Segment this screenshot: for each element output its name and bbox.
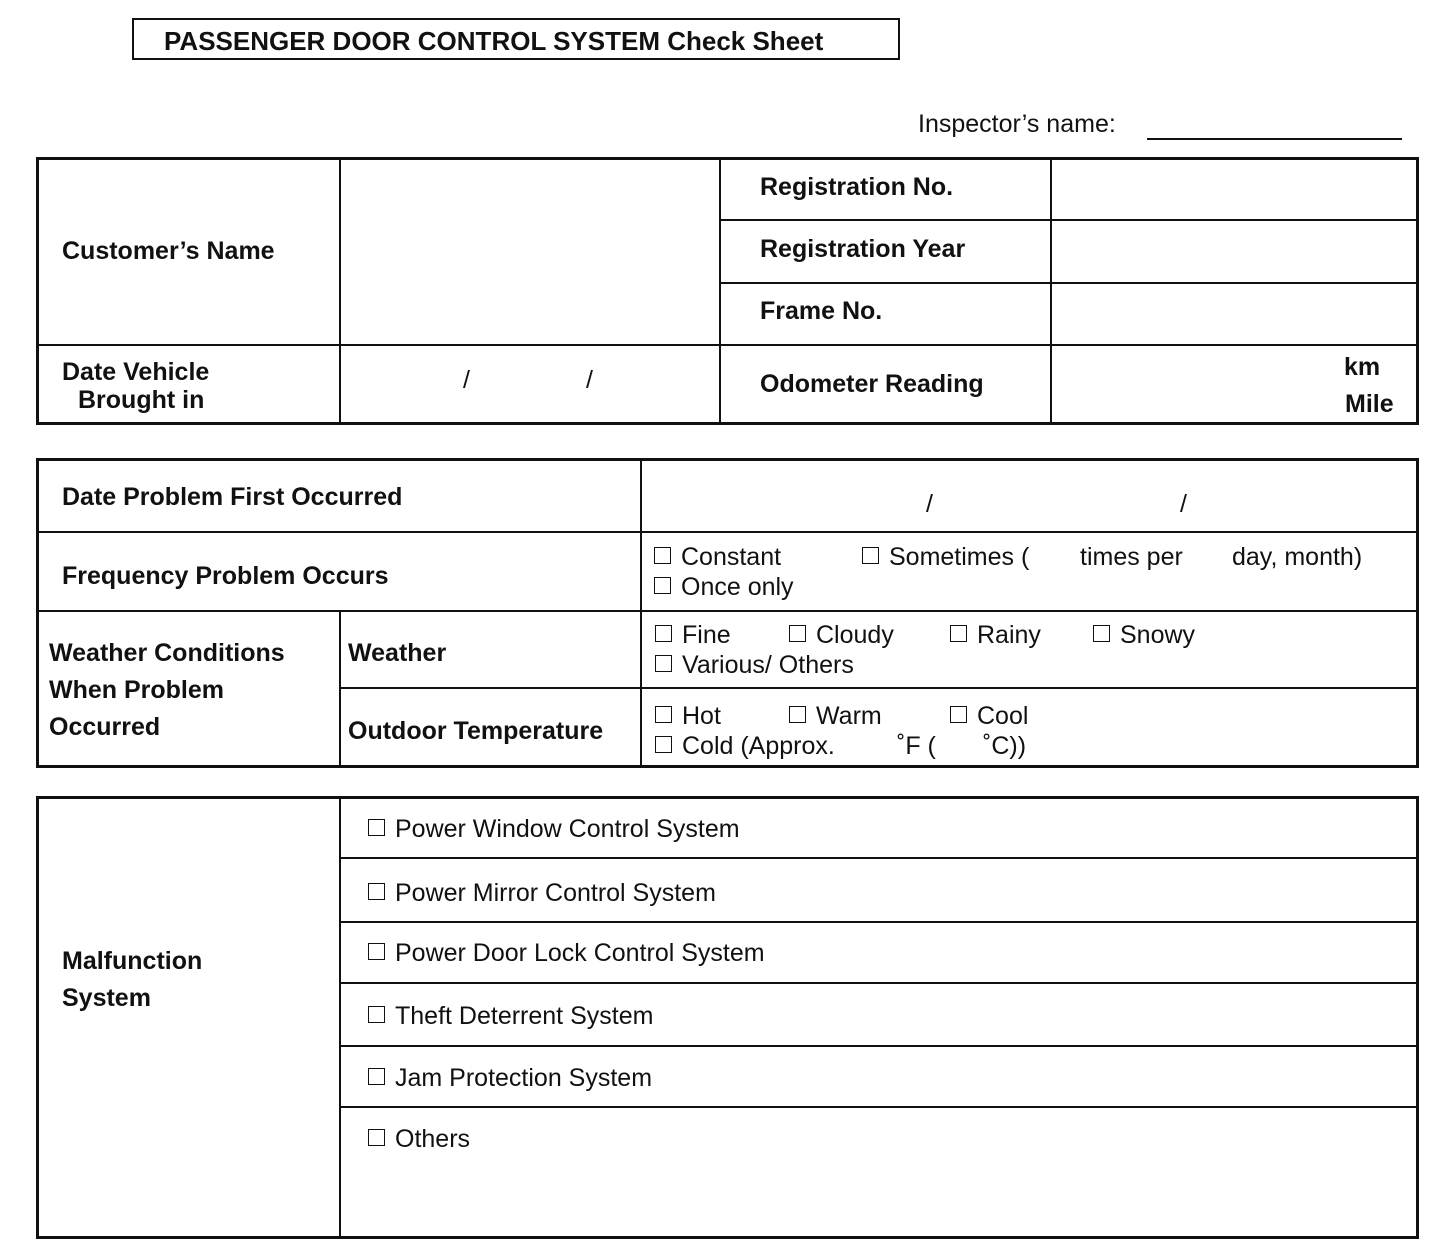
- temp-fahrenheit: ˚F (: [897, 732, 936, 760]
- frame-no-field[interactable]: [1056, 287, 1414, 341]
- weather-various-option[interactable]: Various/ Others: [655, 651, 854, 680]
- weather-conditions-label-line3: Occurred: [49, 713, 161, 741]
- checkbox-icon: [368, 1068, 385, 1085]
- temp-cool-option[interactable]: Cool: [950, 702, 1028, 731]
- date-slash-1: /: [463, 366, 470, 394]
- weather-label: Weather: [348, 639, 447, 667]
- registration-year-field[interactable]: [1056, 224, 1414, 278]
- malfunction-option-jam-protection[interactable]: Jam Protection System: [368, 1064, 652, 1093]
- temp-cold-option[interactable]: Cold (Approx.: [655, 732, 835, 761]
- checkbox-icon: [368, 819, 385, 836]
- checkbox-icon: [655, 625, 672, 642]
- date-first-slash-2: /: [1180, 490, 1187, 518]
- freq-day-month: day, month): [1232, 543, 1363, 571]
- checkbox-icon: [1093, 625, 1110, 642]
- weather-fine-option[interactable]: Fine: [655, 621, 731, 650]
- checkbox-icon: [950, 706, 967, 723]
- malfunction-option-power-window[interactable]: Power Window Control System: [368, 815, 740, 844]
- mile-option[interactable]: Mile: [1345, 390, 1394, 418]
- checkbox-icon: [655, 655, 672, 672]
- malfunction-label-line2: System: [62, 984, 151, 1012]
- date-brought-label-line2: Brought in: [78, 386, 205, 414]
- freq-constant-option[interactable]: Constant: [654, 543, 781, 572]
- inspector-label: Inspector’s name:: [918, 110, 1116, 138]
- checkbox-icon: [368, 1006, 385, 1023]
- weather-snowy-option[interactable]: Snowy: [1093, 621, 1195, 650]
- registration-no-field[interactable]: [1056, 162, 1414, 216]
- frequency-label: Frequency Problem Occurs: [62, 562, 389, 590]
- km-option[interactable]: km: [1344, 353, 1381, 381]
- malfunction-option-power-mirror[interactable]: Power Mirror Control System: [368, 879, 716, 908]
- customer-name-field[interactable]: [345, 162, 715, 340]
- weather-rainy-option[interactable]: Rainy: [950, 621, 1041, 650]
- temp-celsius: ˚C)): [983, 732, 1027, 760]
- date-first-slash-1: /: [926, 490, 933, 518]
- checkbox-icon: [655, 706, 672, 723]
- customer-name-label: Customer’s Name: [62, 237, 275, 265]
- checkbox-icon: [950, 625, 967, 642]
- checkbox-icon: [789, 706, 806, 723]
- freq-sometimes-option[interactable]: Sometimes (: [862, 543, 1029, 572]
- checkbox-icon: [654, 577, 671, 594]
- outdoor-temp-label: Outdoor Temperature: [348, 717, 604, 745]
- registration-no-label: Registration No.: [760, 173, 954, 201]
- date-first-field[interactable]: [646, 464, 1414, 528]
- date-slash-2: /: [586, 366, 593, 394]
- weather-conditions-label-line1: Weather Conditions: [49, 639, 285, 667]
- malfunction-label-line1: Malfunction: [62, 947, 203, 975]
- temp-warm-option[interactable]: Warm: [789, 702, 882, 731]
- inspector-name-field[interactable]: [1147, 138, 1402, 140]
- malfunction-option-door-lock[interactable]: Power Door Lock Control System: [368, 939, 765, 968]
- checkbox-icon: [862, 547, 879, 564]
- checkbox-icon: [368, 883, 385, 900]
- weather-conditions-label-line2: When Problem: [49, 676, 225, 704]
- weather-cloudy-option[interactable]: Cloudy: [789, 621, 894, 650]
- freq-once-option[interactable]: Once only: [654, 573, 794, 602]
- checkbox-icon: [789, 625, 806, 642]
- malfunction-option-theft-deterrent[interactable]: Theft Deterrent System: [368, 1002, 653, 1031]
- checkbox-icon: [654, 547, 671, 564]
- checkbox-icon: [368, 1129, 385, 1146]
- malfunction-option-others[interactable]: Others: [368, 1125, 470, 1154]
- checkbox-icon: [368, 943, 385, 960]
- temp-hot-option[interactable]: Hot: [655, 702, 721, 731]
- checkbox-icon: [655, 736, 672, 753]
- odometer-field[interactable]: [1056, 350, 1326, 420]
- page-title: PASSENGER DOOR CONTROL SYSTEM Check Sheet: [132, 18, 900, 60]
- odometer-label: Odometer Reading: [760, 370, 984, 398]
- frame-no-label: Frame No.: [760, 297, 883, 325]
- date-brought-field[interactable]: [345, 350, 715, 420]
- registration-year-label: Registration Year: [760, 235, 966, 263]
- date-first-label: Date Problem First Occurred: [62, 483, 403, 511]
- date-brought-label-line1: Date Vehicle: [62, 358, 210, 386]
- malfunction-table: [36, 796, 1419, 1239]
- freq-times-per: times per: [1080, 543, 1183, 571]
